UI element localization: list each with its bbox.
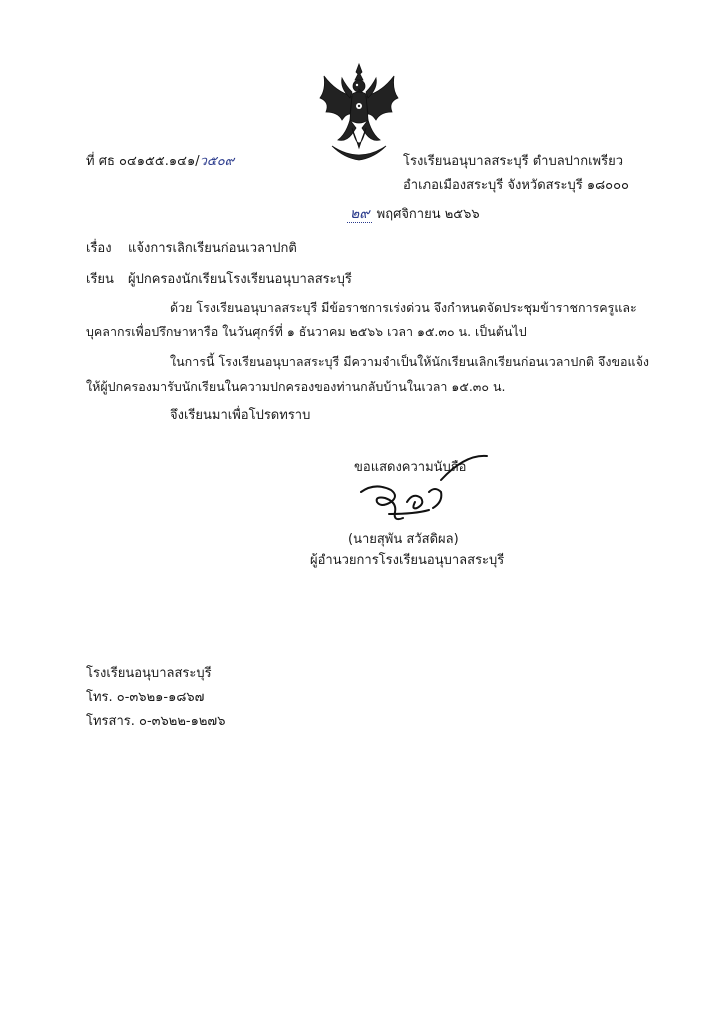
signer-name: (นายสุพัน สวัสดิผล) [348, 532, 459, 547]
footer-tel: โทร. ๐-๓๖๒๑-๑๘๖๗ [86, 690, 205, 705]
reference-prefix: ที่ ศธ ๐๔๑๕๕.๑๔๑/ [86, 154, 200, 169]
signer-title: ผู้อำนวยการโรงเรียนอนุบาลสระบุรี [310, 553, 505, 568]
address-line-1: โรงเรียนอนุบาลสระบุรี ตำบลปากเพรียว [403, 154, 624, 169]
closing-salutation: ขอแสดงความนับถือ [354, 460, 467, 475]
body-paragraph-1-line-2: บุคลากรเพื่อปรึกษาหารือ ในวันศุกร์ที่ ๑ ธันวาคม ๒๕๖๖ เวลา ๑๕.๓๐ น. เป็นต้นไป [86, 324, 527, 339]
body-paragraph-3: จึงเรียนมาเพื่อโปรดทราบ [170, 408, 311, 423]
signature-icon [355, 452, 495, 532]
reference-number [86, 150, 234, 171]
date-month-year: พฤศจิกายน ๒๕๖๖ [376, 207, 480, 222]
recipient-label: เรียน [86, 272, 114, 287]
subject-label: เรื่อง [86, 241, 112, 256]
body-paragraph-1-line-1: ด้วย โรงเรียนอนุบาลสระบุรี มีข้อราชการเร่งด่วน จึงกำหนดจัดประชุมข้าราชการครูและ [170, 300, 637, 315]
letter-date [347, 203, 480, 225]
address-line-2: อำเภอเมืองสระบุรี จังหวัดสระบุรี ๑๘๐๐๐ [403, 178, 629, 193]
garuda-emblem-icon [316, 62, 402, 168]
handwritten-reference-number: ว๕๐๙ [199, 154, 235, 169]
recipient-text: ผู้ปกครองนักเรียนโรงเรียนอนุบาลสระบุรี [128, 272, 352, 287]
body-paragraph-2-line-2: ให้ผู้ปกครองมารับนักเรียนในความปกครองของท่านกลับบ้านในเวลา ๑๕.๓๐ น. [86, 379, 506, 394]
handwritten-day: ๒๙ [347, 206, 372, 223]
subject-text: แจ้งการเลิกเรียนก่อนเวลาปกติ [128, 241, 297, 256]
footer-fax: โทรสาร. ๐-๓๖๒๒-๑๒๗๖ [86, 714, 226, 729]
body-paragraph-2-line-1: ในการนี้ โรงเรียนอนุบาลสระบุรี มีความจำเป็นให้นักเรียนเลิกเรียนก่อนเวลาปกติ จึงขอแจ้ง [170, 354, 649, 369]
footer-school: โรงเรียนอนุบาลสระบุรี [86, 666, 212, 681]
